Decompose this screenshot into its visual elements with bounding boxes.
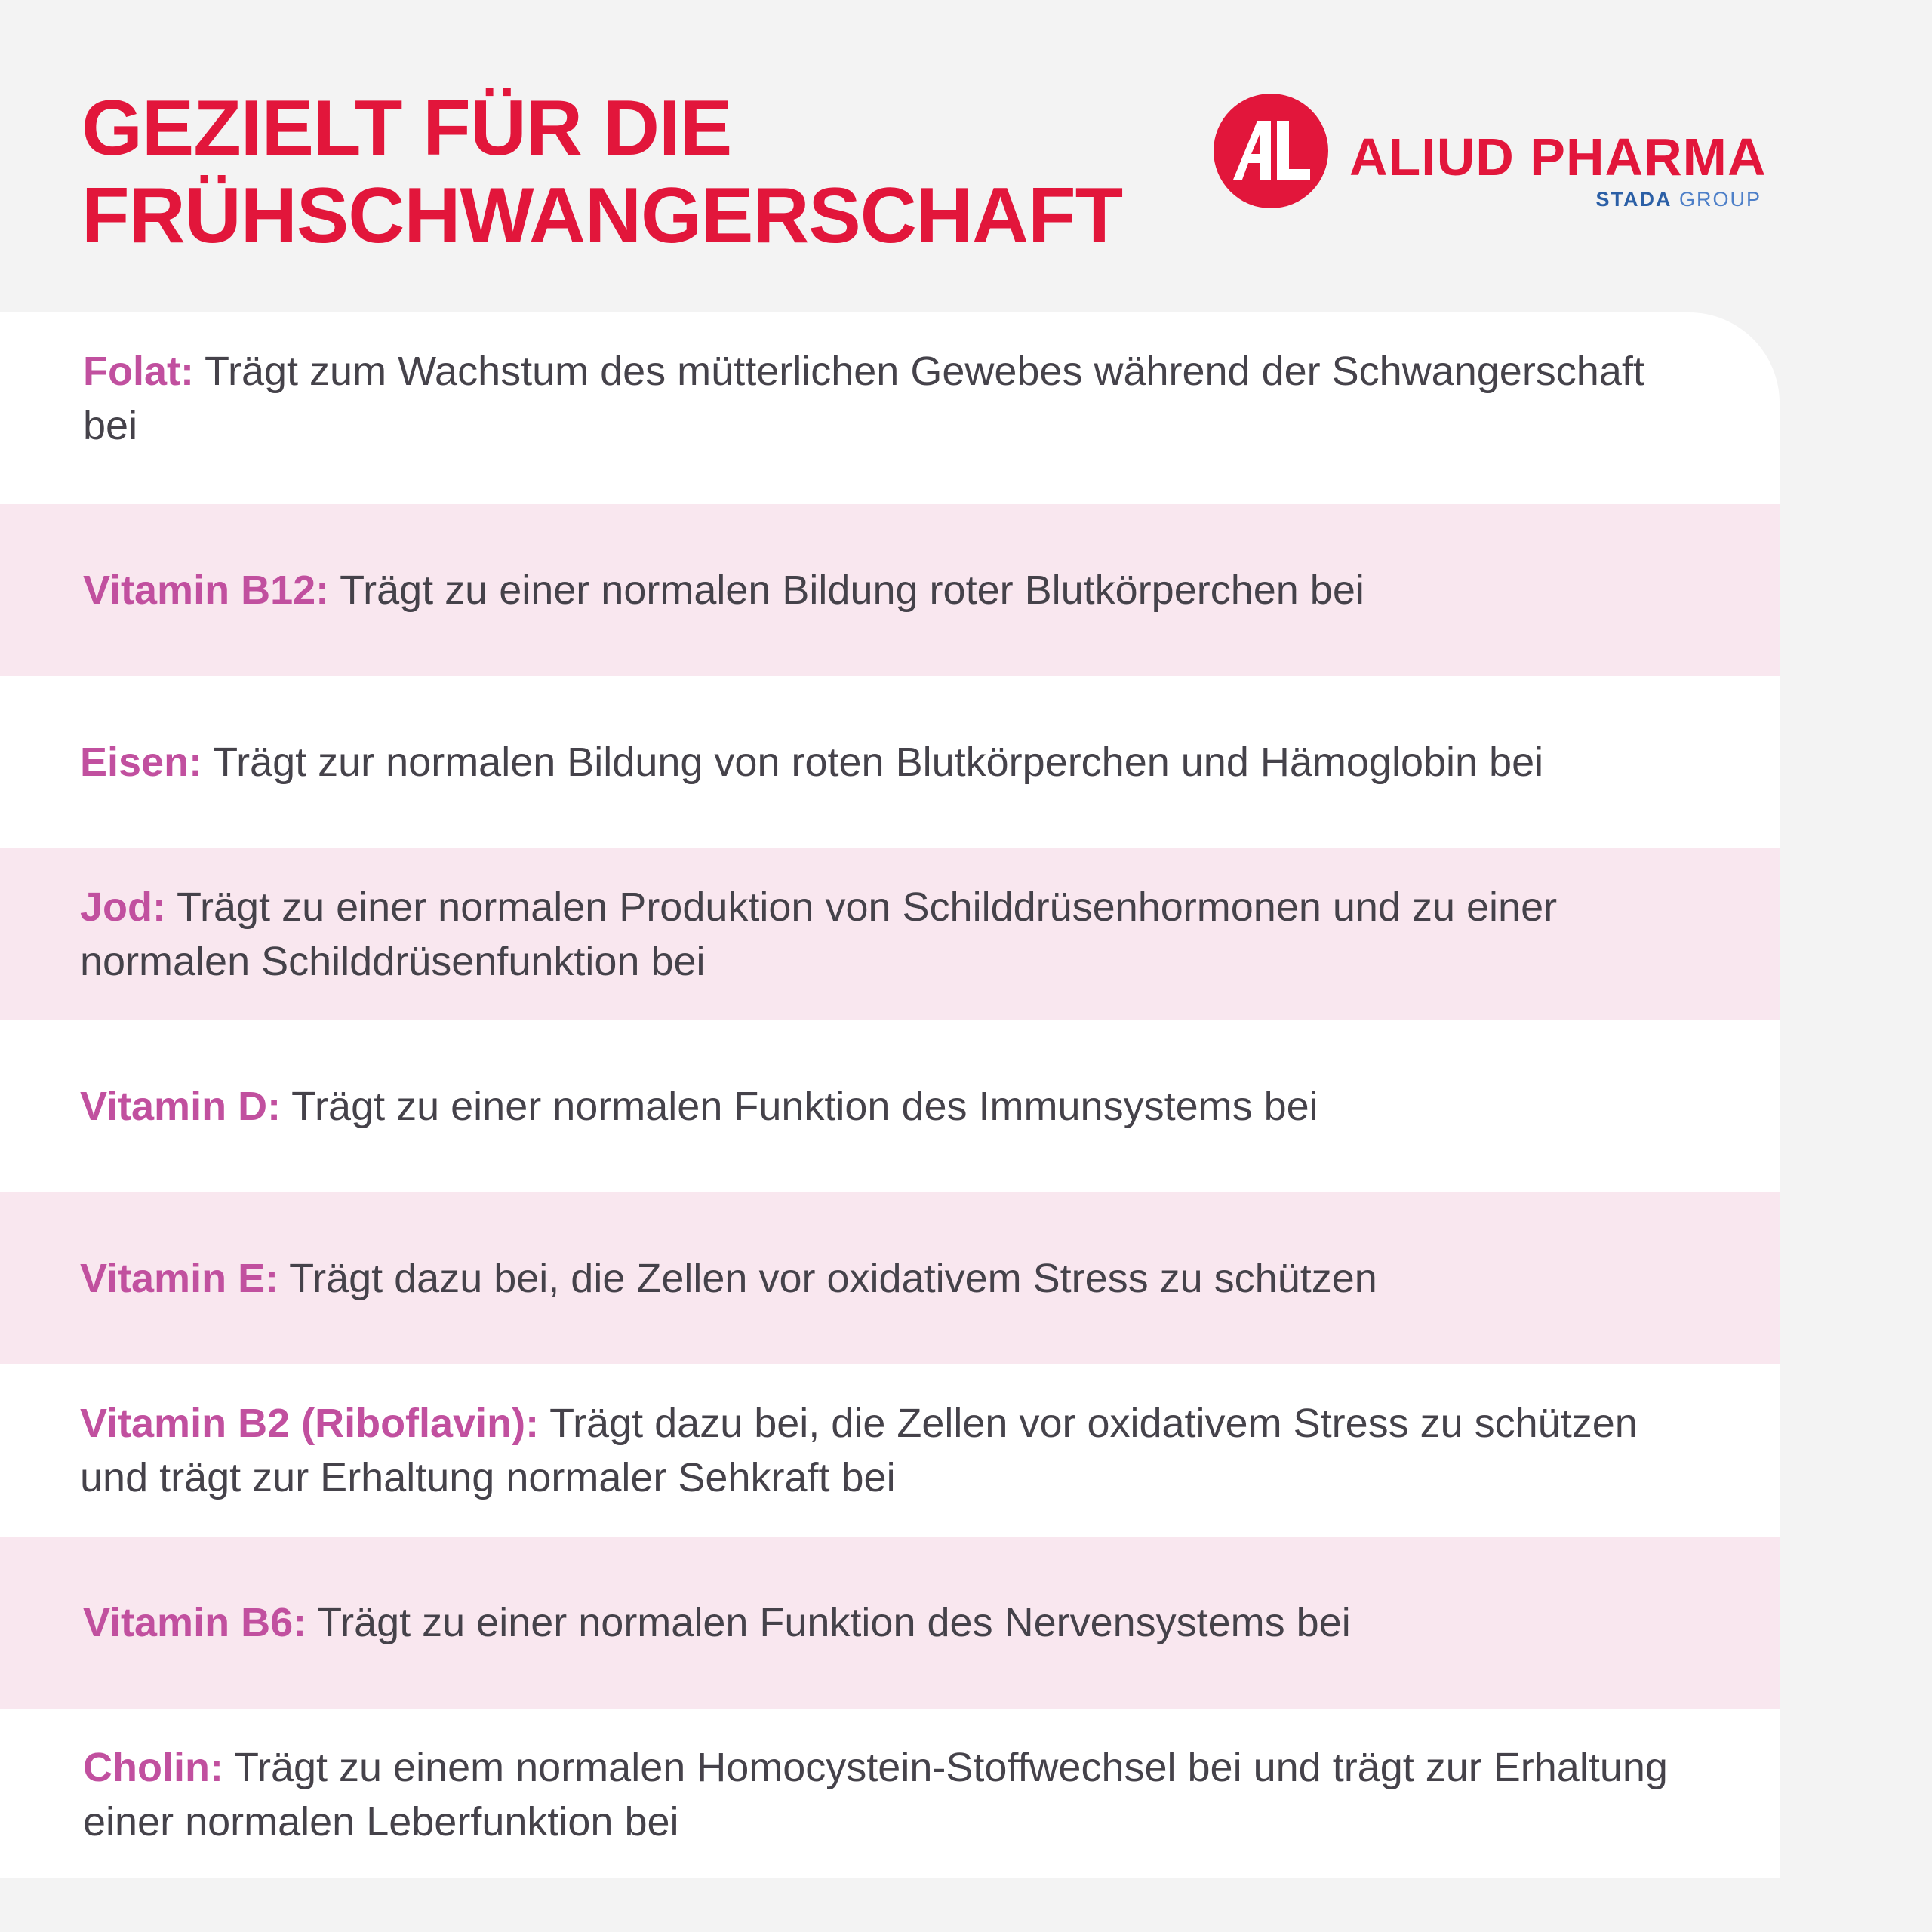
nutrient-label: Jod: <box>80 884 166 930</box>
brand-group <box>1595 187 1761 211</box>
nutrient-label: Vitamin B2 (Riboflavin): <box>80 1401 540 1446</box>
nutrient-label: Vitamin B12: <box>83 568 330 613</box>
nutrient-label: Vitamin E: <box>80 1256 279 1301</box>
nutrient-label: Cholin: <box>83 1745 223 1790</box>
page-title-line-1: GEZIELT FÜR DIE <box>82 85 732 172</box>
nutrient-description: Trägt zu einer normalen Funktion des Immunsystems bei <box>291 1084 1318 1129</box>
brand-logo <box>1214 89 1787 210</box>
nutrient-description: Trägt zu einem normalen Homocystein-Stoffwechsel bei und trägt zur Erhaltung einer normalen Leberfunktion bei <box>83 1745 1668 1844</box>
nutrient-row-vitamin-b6 <box>0 1537 1780 1709</box>
nutrient-row-cholin <box>0 1709 1780 1878</box>
nutrient-label: Vitamin D: <box>80 1084 281 1129</box>
nutrient-description: Trägt zu einer normalen Funktion des Nervensystems bei <box>317 1600 1351 1645</box>
nutrient-description: Trägt dazu bei, die Zellen vor oxidativem Stress zu schützen <box>289 1256 1377 1301</box>
aliud-logo-icon <box>1214 94 1328 208</box>
nutrient-row-jod <box>0 848 1780 1020</box>
nutrient-description: Trägt zum Wachstum des mütterlichen Gewebes während der Schwangerschaft bei <box>83 349 1644 448</box>
nutrient-row-vitamin-e <box>0 1192 1780 1364</box>
brand-group-suffix: GROUP <box>1672 188 1761 211</box>
brand-group-stada: STADA <box>1595 188 1672 211</box>
nutrient-row-vitamin-b2 <box>0 1364 1780 1537</box>
page-title-line-2: FRÜHSCHWANGERSCHAFT <box>82 172 1123 260</box>
nutrient-label: Folat: <box>83 349 194 394</box>
brand-name: ALIUD PHARMA <box>1349 128 1767 186</box>
nutrient-description: Trägt zur normalen Bildung von roten Blutkörperchen und Hämoglobin bei <box>213 740 1544 785</box>
nutrient-row-vitamin-d <box>0 1020 1780 1192</box>
nutrient-label: Vitamin B6: <box>83 1600 307 1645</box>
page-title <box>82 85 1122 260</box>
nutrient-label: Eisen: <box>80 740 203 785</box>
nutrient-row-vitamin-b12 <box>0 504 1780 676</box>
nutrient-description: Trägt zu einer normalen Bildung roter Blutkörperchen bei <box>340 568 1364 613</box>
nutrient-description: Trägt dazu bei, die Zellen vor oxidativem Stress zu schützen und trägt zur Erhaltung normaler Sehkraft bei <box>80 1401 1638 1500</box>
nutrient-row-folat <box>0 312 1780 485</box>
nutrient-list <box>0 312 1780 1878</box>
nutrient-description: Trägt zu einer normalen Produktion von Schilddrüsenhormonen und zu einer normalen Schilddrüsenfunktion bei <box>80 884 1558 984</box>
nutrient-row-eisen <box>0 676 1780 848</box>
